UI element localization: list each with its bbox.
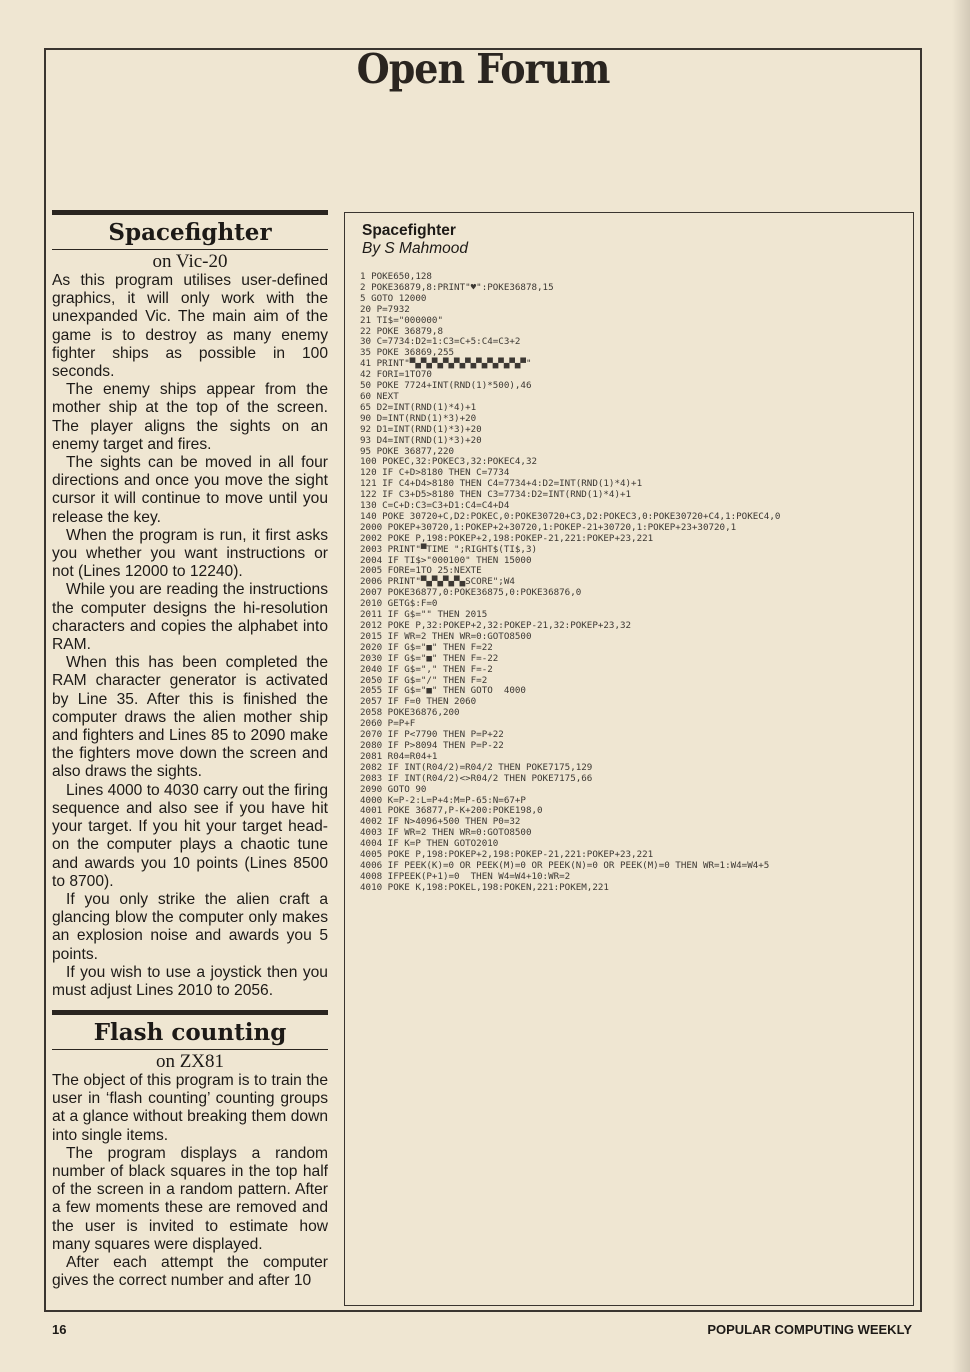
code-line: 140 POKE 30720+C,D2:POKEC,0:POKE30720+C3,D2:POKEC3,0:POKE30720+C4,1:POKEC4,0 — [360, 510, 781, 522]
article-title: Flash counting — [93, 1019, 287, 1046]
code-line: 60 NEXT — [360, 390, 399, 402]
code-line: 4002 IF N>4096+500 THEN P0=32 — [360, 816, 521, 828]
code-line: 4010 POKE K,198:POKEL,198:POKEN,221:POKEM,221 — [360, 881, 609, 893]
code-line: 5 GOTO 12000 — [360, 292, 427, 304]
code-line: 41 PRINT"▀▄▀▄▀▄▀▄▀▄▀▄▀▄▀▄▀▄▀▄▀" — [360, 358, 532, 370]
code-line: 4006 IF PEEK(K)=0 OR PEEK(M)=0 OR PEEK(N)=0 OR PEEK(M)=0 THEN WR=1:W4=W4+5 — [360, 859, 770, 871]
code-line: 2082 IF INT(R04/2)=R04/2 THEN POKE7175,129 — [360, 761, 593, 773]
code-line: 2003 PRINT"▀TIME ";RIGHT$(TI$,3) — [360, 543, 538, 555]
section-rule-thick — [52, 210, 328, 215]
code-line: 92 D1=INT(RND(1)*3)+20 — [360, 423, 482, 435]
code-line: 22 POKE 36879,8 — [360, 325, 443, 337]
code-line: 30 C=7734:D2=1:C3=C+5:C4=C3+2 — [360, 336, 521, 348]
code-line: 4004 IF K=P THEN GOTO2010 — [360, 838, 499, 850]
code-line: 35 POKE 36869,255 — [360, 347, 455, 359]
code-line: 2020 IF G$="■" THEN F=22 — [360, 641, 493, 653]
code-line: 2083 IF INT(R04/2)<>R04/2 THEN POKE7175,66 — [360, 772, 593, 784]
code-line: 2090 GOTO 90 — [360, 783, 427, 795]
code-line: 42 FORI=1TO70 — [360, 369, 432, 381]
article-body — [52, 272, 328, 1000]
code-line: 50 POKE 7724+INT(RND(1)*500),46 — [360, 380, 532, 392]
code-line: 100 POKEC,32:POKEC3,32:POKEC4,32 — [360, 456, 538, 468]
section-rule-thin — [52, 249, 328, 250]
program-listing-code — [360, 272, 908, 894]
code-line: 21 TI$="000000" — [360, 314, 443, 326]
paragraph: The sights can be moved in all four directions and once you move the sight cursor it will continue to move until you release the key. — [52, 454, 328, 526]
code-line: 4005 POKE P,198:POKEP+2,198:POKEP-21,221:POKEP+23,221 — [360, 849, 654, 861]
code-line: 2 POKE36879,8:PRINT"♥":POKE36878,15 — [360, 281, 554, 293]
article-title: Spacefighter — [108, 219, 272, 246]
code-line: 65 D2=INT(RND(1)*4)+1 — [360, 401, 477, 413]
code-line: 93 D4=INT(RND(1)*3)+20 — [360, 434, 482, 446]
code-line: 20 P=7932 — [360, 303, 410, 315]
code-line: 2010 GETG$:F=0 — [360, 598, 438, 610]
paragraph: While you are reading the instructions the computer designs the hi-resolution characters and copies the alphabet into RAM. — [52, 581, 328, 654]
code-line: 2070 IF P<7790 THEN P=P+22 — [360, 729, 504, 741]
code-line: 130 C=C+D:C3=C3+D1:C4=C4+D4 — [360, 500, 510, 512]
code-line: 121 IF C4+D4>8180 THEN C4=7734+4:D2=INT(RND(1)*4)+1 — [360, 478, 643, 490]
article-flash-counting — [52, 1010, 328, 1290]
listing-author: By S Mahmood — [362, 240, 468, 257]
paragraph: If you wish to use a joystick then you must adjust Lines 2010 to 2056. — [52, 963, 328, 999]
code-line: 120 IF C+D>8180 THEN C=7734 — [360, 467, 510, 479]
paragraph: The program displays a random number of black squares in the top half of the screen in a random pattern. After a few moments these are removed and the user is invited to estimate how many squares were displayed. — [52, 1144, 328, 1253]
publication-name: POPULAR COMPUTING WEEKLY — [707, 1322, 912, 1337]
code-line: 2006 PRINT"▀▄▀▄▀▄▀▄SCORE";W4 — [360, 576, 515, 588]
code-line: 4000 K=P-2:L=P+4:M=P-65:N=67+P — [360, 794, 526, 806]
code-line: 2081 R04=R04+1 — [360, 750, 438, 762]
code-line: 122 IF C3+D5>8180 THEN C3=7734:D2=INT(RND(1)*4)+1 — [360, 489, 632, 501]
page-number: 16 — [52, 1322, 67, 1337]
code-line: 2011 IF G$="" THEN 2015 — [360, 609, 488, 621]
code-line: 4003 IF WR=2 THEN WR=0:GOTO8500 — [360, 827, 532, 839]
article-subtitle: on ZX81 — [155, 1051, 225, 1072]
code-line: 2080 IF P>8094 THEN P=P-22 — [360, 739, 504, 751]
paragraph: The object of this program is to train the user in ‘flash counting’ counting groups at a glance without breaking them down into single items. — [52, 1072, 328, 1144]
paragraph: As this program utilises user-defined graphics, it will only work with the unexpanded Vic. The main aim of the game is to destroy as many enemy fighter ships as possible in 100 seconds. — [52, 272, 328, 381]
code-line: 2002 POKE P,198:POKEP+2,198:POKEP-21,221:POKEP+23,221 — [360, 532, 654, 544]
section-rule-thin — [52, 1049, 328, 1050]
page-edge-shadow — [952, 0, 970, 1372]
paragraph: After each attempt the computer gives the correct number and after 10 — [52, 1254, 328, 1290]
code-line: 2040 IF G$="," THEN F=-2 — [360, 663, 493, 675]
code-line: 2060 P=P+F — [360, 718, 416, 730]
code-line: 4008 IFPEEK(P+1)=0 THEN W4=W4+10:WR=2 — [360, 870, 571, 882]
code-line: 2000 POKEP+30720,1:POKEP+2+30720,1:POKEP-21+30720,1:POKEP+23+30720,1 — [360, 521, 737, 533]
code-line: 2007 POKE36877,0:POKE36875,0:POKE36876,0 — [360, 587, 582, 599]
code-line: 2004 IF TI$>"000100" THEN 15000 — [360, 554, 532, 566]
code-line: 2015 IF WR=2 THEN WR=0:GOTO8500 — [360, 630, 532, 642]
code-line: 2005 FORE=1TO 25:NEXTE — [360, 565, 482, 577]
code-line: 1 POKE650,128 — [360, 272, 432, 282]
code-line: 4001 POKE 36877,P-K+200:POKE198,0 — [360, 805, 543, 817]
paragraph: The enemy ships appear from the mother ship at the top of the screen. The player aligns the sights on an enemy target and fires. — [52, 381, 328, 453]
paragraph: Lines 4000 to 4030 carry out the firing sequence and also see if you have hit your target. If you hit your target head-on the computer plays a chaotic tune and awards you 10 points (Lines 8500 to 8700). — [52, 781, 328, 890]
article-body — [52, 1072, 328, 1290]
article-subtitle: on Vic-20 — [152, 251, 228, 272]
paragraph: When the program is run, it first asks you whether you want instructions or not (Lines 12000 to 12240). — [52, 526, 328, 581]
code-line: 90 D=INT(RND(1)*3)+20 — [360, 412, 477, 424]
code-line: 95 POKE 36877,220 — [360, 445, 455, 457]
section-rule-thick — [52, 1010, 328, 1015]
code-line: 2030 IF G$="■" THEN F=-22 — [360, 652, 499, 664]
article-spacefighter — [52, 210, 328, 1000]
listing-title: Spacefighter — [362, 222, 456, 239]
paragraph: When this has been completed the RAM character generator is activated by Line 35. After this is finished the computer draws the alien mother ship and fighters and Lines 85 to 2090 make the fighters move down the screen and also draws the sights. — [52, 654, 328, 781]
code-line: 2012 POKE P,32:POKEP+2,32:POKEP-21,32:POKEP+23,32 — [360, 620, 632, 631]
code-line: 2057 IF F=0 THEN 2060 — [360, 696, 477, 708]
code-line: 2058 POKE36876,200 — [360, 707, 460, 719]
code-line: 2050 IF G$="/" THEN F=2 — [360, 674, 488, 686]
code-line: 2055 IF G$="■" THEN GOTO 4000 — [360, 685, 526, 697]
page-title: Open Forum — [356, 44, 610, 93]
paragraph: If you only strike the alien craft a glancing blow the computer only makes an explosion noise and awards you 5 points. — [52, 890, 328, 963]
